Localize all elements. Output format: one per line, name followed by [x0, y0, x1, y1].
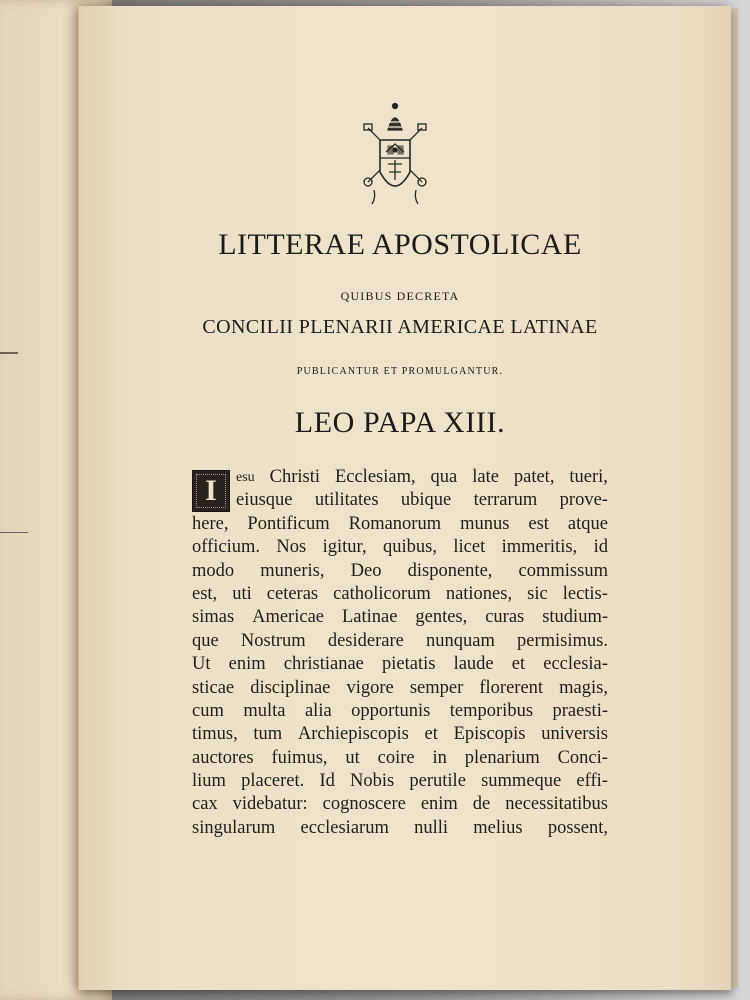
word: officium.: [192, 537, 260, 558]
page-mark: [0, 352, 18, 354]
text-line: [192, 606, 608, 629]
text-line: [192, 700, 608, 723]
word: eiusque: [236, 490, 293, 511]
word: Pontificum: [247, 513, 330, 534]
word: Deo: [350, 560, 382, 581]
word: necessitatibus: [505, 794, 608, 815]
word: nulli: [414, 817, 449, 838]
word: permisimus.: [517, 630, 608, 651]
word: igitur,: [322, 537, 367, 558]
word: universis: [541, 724, 608, 745]
text-line: [192, 536, 608, 559]
word: tueri,: [569, 467, 608, 487]
word: patet,: [513, 467, 555, 487]
word: ut: [345, 747, 360, 768]
word: est: [528, 513, 549, 534]
word: licet: [453, 537, 486, 558]
word: praesti-: [552, 700, 608, 721]
word: timus,: [192, 724, 238, 745]
word: Nobis: [350, 771, 395, 792]
text-line: [192, 489, 608, 512]
page-edge: [730, 8, 738, 988]
page-mark: [0, 532, 28, 533]
text-line: [192, 513, 608, 536]
word: christianae: [283, 654, 364, 675]
word: enim: [420, 794, 458, 815]
word: Christi: [269, 467, 320, 487]
word: gentes,: [415, 607, 468, 628]
word: coire: [377, 747, 415, 768]
word: auctores: [192, 747, 254, 768]
text-line: [192, 817, 608, 840]
word: Ut: [192, 654, 211, 675]
council-heading: CONCILII PLENARII AMERICAE LATINAE: [202, 316, 598, 338]
word: cax: [192, 794, 218, 815]
word: nunquam: [426, 630, 495, 651]
word: tum: [253, 724, 283, 745]
word: late: [472, 467, 499, 487]
word: disciplinae: [250, 677, 331, 698]
word: commissum: [518, 560, 608, 581]
word: here,: [192, 513, 229, 534]
word: studium-: [542, 607, 608, 628]
word: ecclesiarum: [300, 817, 389, 838]
word: atque: [567, 513, 608, 534]
word: videbatur:: [232, 794, 308, 815]
word: summeque: [481, 771, 562, 792]
word: magis,: [559, 677, 608, 698]
word: simas: [192, 607, 235, 628]
word: curas: [485, 607, 525, 628]
document-subtitle: QUIBUS DECRETA: [340, 289, 460, 303]
drop-cap-initial: I: [192, 470, 230, 512]
body-paragraph: [192, 466, 608, 840]
word: enim: [228, 654, 266, 675]
word: perutile: [409, 771, 466, 792]
word: qua: [430, 467, 458, 487]
text-line: [192, 770, 608, 793]
word: sticae: [192, 677, 235, 698]
word: ecclesia-: [543, 654, 608, 675]
text-line: [192, 793, 608, 816]
word: alia: [304, 700, 332, 721]
word: et: [511, 654, 526, 675]
word: in: [432, 747, 447, 768]
text-line: [192, 583, 608, 606]
word: cognoscere: [322, 794, 406, 815]
word: Archiepiscopis: [297, 724, 409, 745]
text-line: [192, 466, 608, 489]
word: sic: [527, 583, 548, 604]
word: multa: [243, 700, 286, 721]
word: munus: [460, 513, 510, 534]
word: esu: [236, 470, 255, 485]
word: Episcopis: [453, 724, 526, 745]
word: effi-: [576, 771, 608, 792]
word: semper: [409, 677, 464, 698]
word: catholicorum: [333, 583, 431, 604]
word: utilitates: [314, 490, 379, 511]
word: Romanorum: [348, 513, 442, 534]
word: singularum: [192, 817, 276, 838]
word: desiderare: [327, 630, 404, 651]
word: lectis-: [562, 583, 608, 604]
text-line: [192, 630, 608, 653]
text-line: [192, 560, 608, 583]
word: est,: [192, 583, 218, 604]
word: modo: [192, 560, 235, 581]
word: de: [472, 794, 491, 815]
text-line: [192, 747, 608, 770]
word: florerent: [479, 677, 544, 698]
word: fuimus,: [271, 747, 328, 768]
word: Id: [319, 771, 335, 792]
word: ubique: [400, 490, 452, 511]
author-heading: LEO PAPA XIII.: [294, 406, 506, 439]
text-line: [192, 677, 608, 700]
word: lium: [192, 771, 226, 792]
word: pietatis: [382, 654, 436, 675]
word: possent,: [547, 817, 608, 838]
word: terrarum: [473, 490, 538, 511]
word: Americae: [252, 607, 324, 628]
word: Latinae: [341, 607, 398, 628]
word: immeritis,: [501, 537, 578, 558]
word: disponente,: [407, 560, 493, 581]
word: prove-: [559, 490, 608, 511]
word: que: [192, 630, 219, 651]
word: id: [593, 537, 608, 558]
word: Ecclesiam,: [334, 467, 416, 487]
word: Conci-: [557, 747, 608, 768]
word: et: [424, 724, 438, 745]
word: laude: [453, 654, 494, 675]
word: plenarium: [464, 747, 540, 768]
word: cum: [192, 700, 224, 721]
word: vigore: [346, 677, 394, 698]
word: opportunis: [351, 700, 431, 721]
word: quibus,: [383, 537, 437, 558]
word: ceteras: [266, 583, 319, 604]
word: temporibus: [449, 700, 534, 721]
papal-crest-icon: [360, 100, 430, 208]
text-line: [192, 723, 608, 746]
word: melius: [473, 817, 523, 838]
publication-line: PUBLICANTUR ET PROMULGANTUR.: [296, 366, 504, 377]
word: uti: [232, 583, 252, 604]
document-title: LITTERAE APOSTOLICAE: [218, 228, 582, 261]
word: nationes,: [445, 583, 513, 604]
word: muneris,: [260, 560, 325, 581]
word: Nostrum: [240, 630, 306, 651]
word: Nos: [276, 537, 307, 558]
word: placeret.: [241, 771, 305, 792]
text-line: [192, 653, 608, 676]
